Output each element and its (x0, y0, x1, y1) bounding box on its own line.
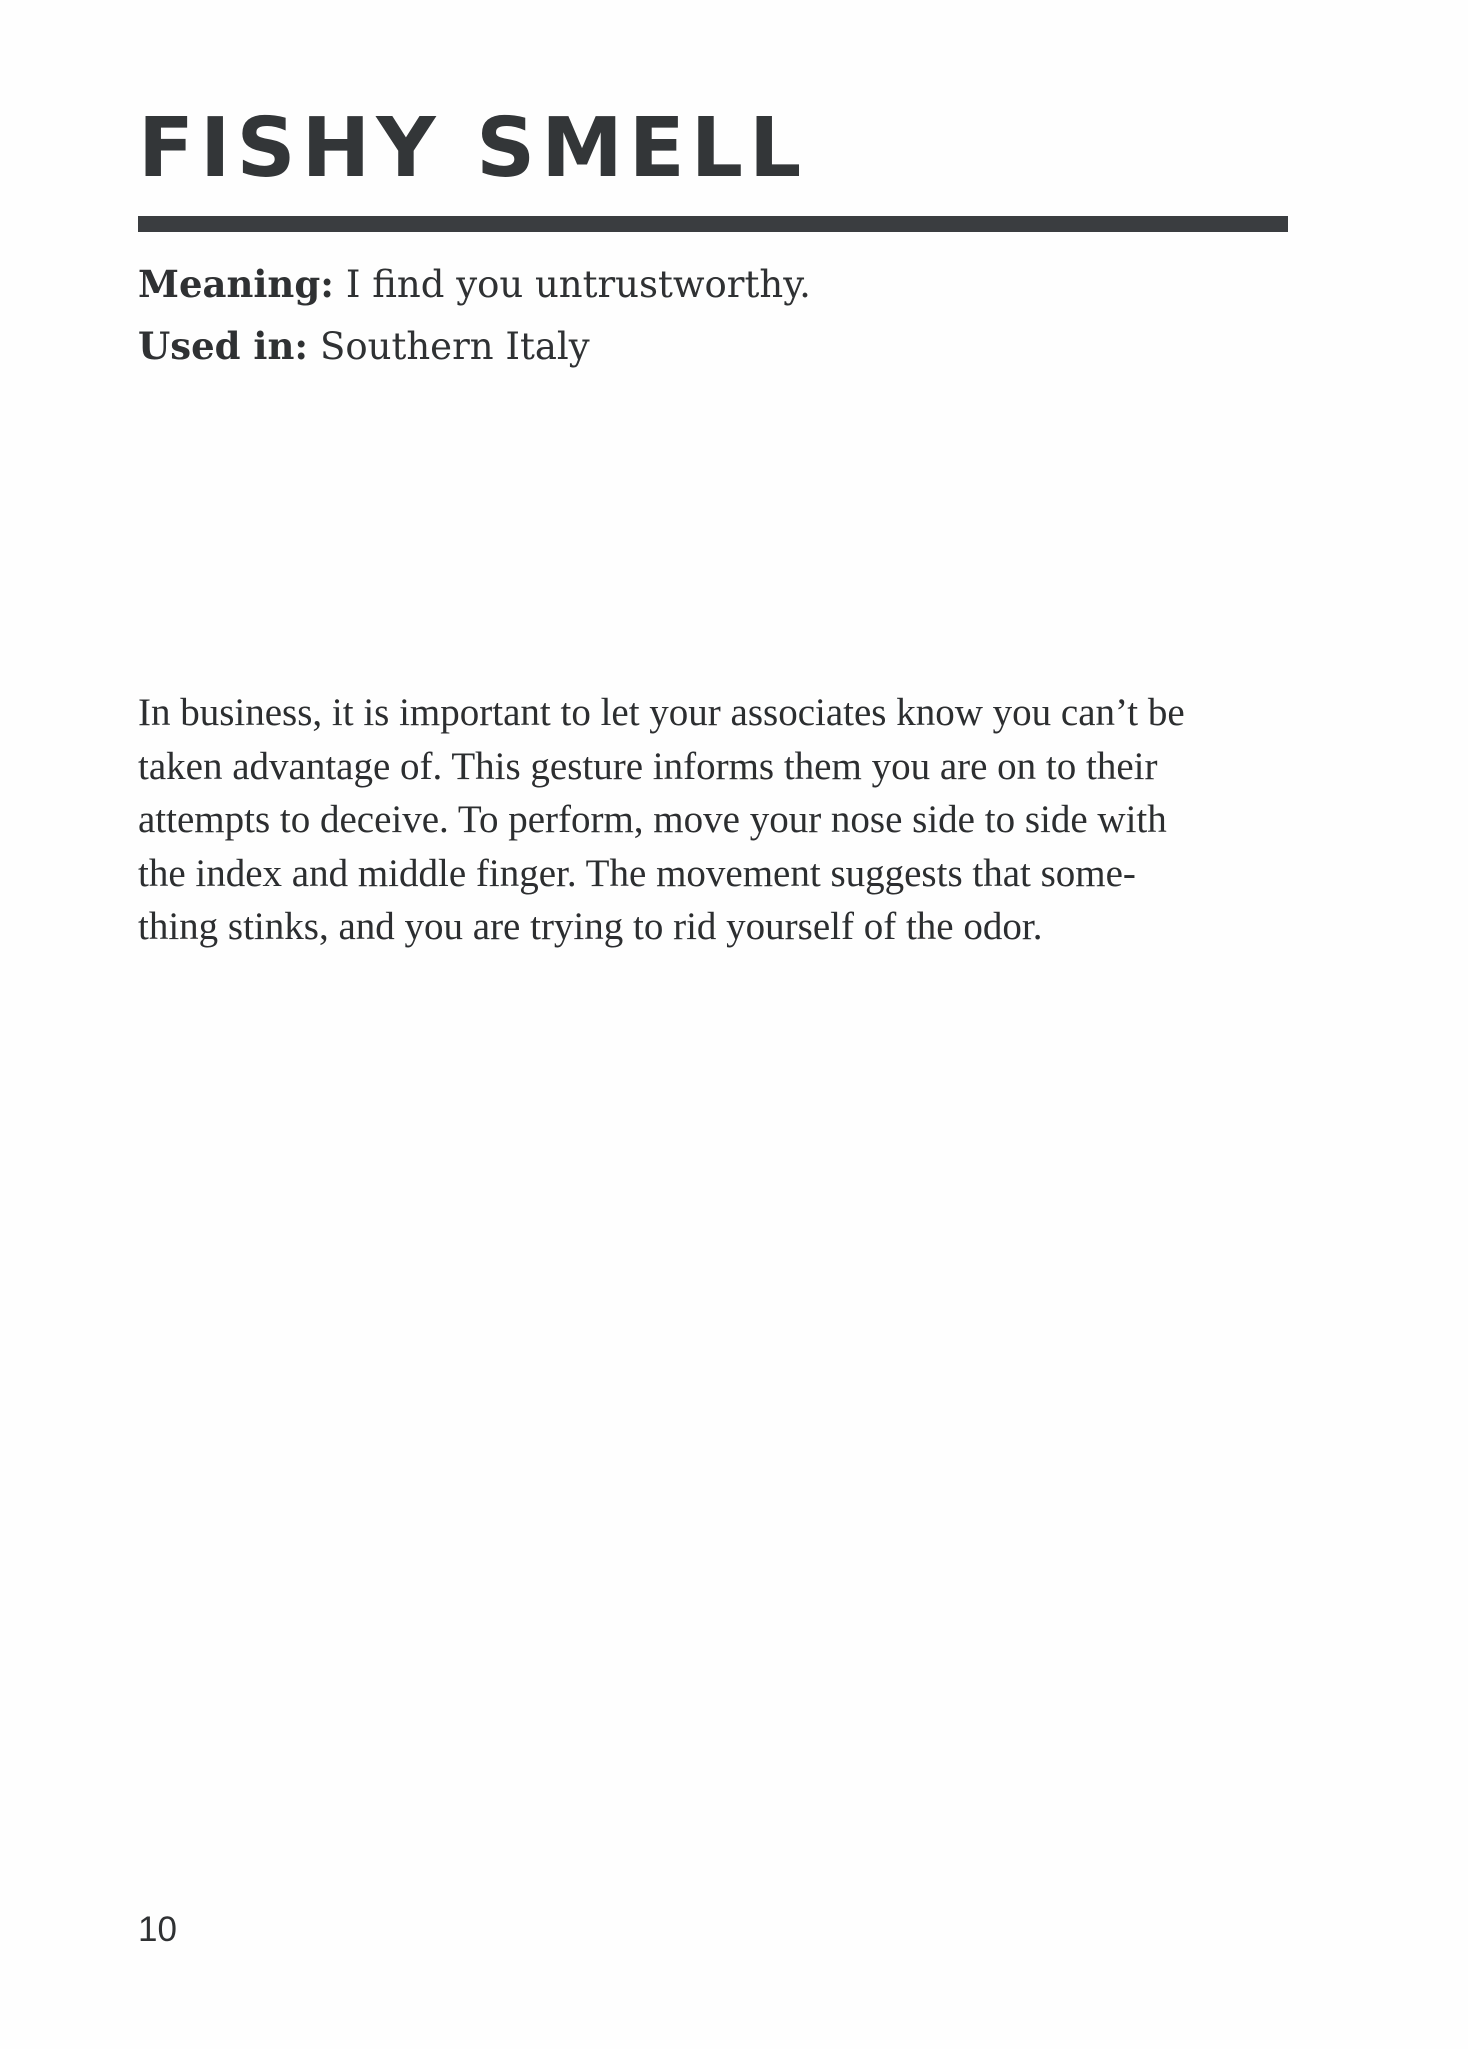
meaning-value: I find you untrustworthy. (345, 263, 811, 306)
body-line: thing stinks, and you are trying to rid yourself of the odor. (138, 905, 1043, 948)
meaning-line (138, 262, 811, 307)
page-title: FISHY SMELL (138, 101, 808, 196)
meaning-label: Meaning: (138, 262, 334, 306)
body-paragraph (138, 686, 1288, 954)
used-in-line (138, 324, 590, 369)
body-line: attempts to deceive. To perform, move your nose side to side with (138, 798, 1167, 841)
used-in-value: Southern Italy (320, 325, 590, 368)
body-line: In business, it is important to let your associates know you can’t be (138, 691, 1185, 734)
body-line: taken advantage of. This gesture informs them you are on to their (138, 744, 1158, 788)
page-number: 10 (138, 1910, 177, 1949)
used-in-label: Used in: (138, 324, 309, 368)
body-line: the index and middle finger. The movement suggests that some- (138, 851, 1136, 895)
title-divider (138, 216, 1288, 232)
